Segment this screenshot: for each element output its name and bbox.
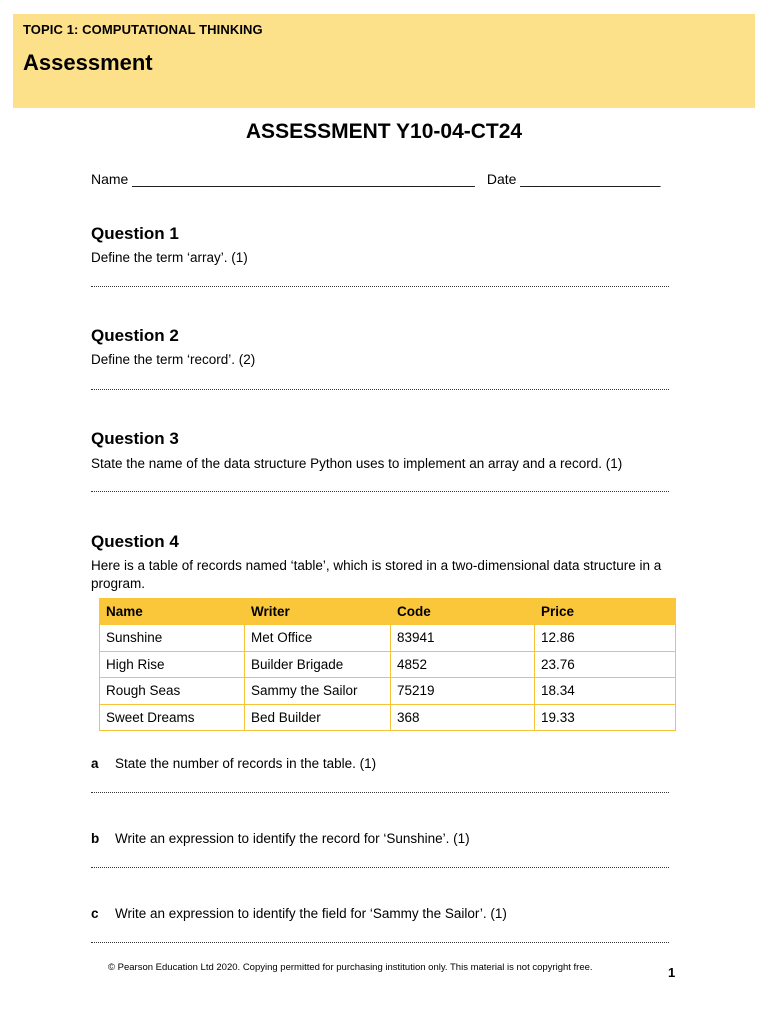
page-number: 1 (668, 965, 676, 980)
sub-question-letter: a (91, 756, 99, 771)
footer-copyright: © Pearson Education Ltd 2020. Copying permitted for purchasing institution only. This material is not copyright free. (108, 962, 593, 973)
question-1-answer-line[interactable] (91, 286, 669, 287)
sub-question-a-answer-line[interactable] (91, 792, 669, 793)
column-header: Name (100, 599, 245, 625)
sub-question-text: Write an expression to identify the field for ‘Sammy the Sailor’. (1) (115, 906, 507, 921)
table-row (100, 678, 676, 705)
sub-question-letter: b (91, 831, 100, 846)
table-row (100, 625, 676, 652)
column-header: Code (391, 599, 535, 625)
table-cell: Sammy the Sailor (245, 678, 391, 705)
topic-banner (13, 14, 755, 108)
table-cell: 19.33 (535, 704, 676, 731)
records-table (99, 598, 676, 731)
table-row (100, 704, 676, 731)
name-field[interactable]: Name ____________________________________________ (91, 171, 475, 187)
column-header: Price (535, 599, 676, 625)
table-cell: 23.76 (535, 651, 676, 678)
table-cell: 368 (391, 704, 535, 731)
question-4-text: Here is a table of records named ‘table’, which is stored in a two-dimensional data structure in a program. (91, 558, 662, 591)
sub-question-c (91, 906, 507, 921)
question-2-text: Define the term ‘record’. (2) (91, 352, 256, 367)
question-4-heading: Question 4 (91, 532, 179, 551)
table-header-row (100, 599, 676, 625)
sub-question-b (91, 831, 470, 846)
table-cell: 83941 (391, 625, 535, 652)
question-1-heading: Question 1 (91, 224, 179, 243)
table-cell: Sweet Dreams (100, 704, 245, 731)
table-cell: 4852 (391, 651, 535, 678)
sub-question-letter: c (91, 906, 99, 921)
question-2-heading: Question 2 (91, 326, 179, 345)
sub-question-text: State the number of records in the table. (1) (115, 756, 377, 771)
sub-question-b-answer-line[interactable] (91, 867, 669, 868)
column-header: Writer (245, 599, 391, 625)
table-cell: Builder Brigade (245, 651, 391, 678)
date-field[interactable]: Date __________________ (486, 171, 661, 187)
table-cell: Rough Seas (100, 678, 245, 705)
table-cell: Sunshine (100, 625, 245, 652)
sub-question-text: Write an expression to identify the record for ‘Sunshine’. (1) (115, 831, 470, 846)
question-3-answer-line[interactable] (91, 491, 669, 492)
question-1-text: Define the term ‘array’. (1) (91, 250, 248, 265)
banner-title: Assessment (23, 50, 153, 75)
document-title: ASSESSMENT Y10-04-CT24 (245, 120, 523, 143)
sub-question-c-answer-line[interactable] (91, 942, 669, 943)
question-2-answer-line[interactable] (91, 389, 669, 390)
table-row (100, 651, 676, 678)
table-cell: Met Office (245, 625, 391, 652)
table-cell: 75219 (391, 678, 535, 705)
question-3-text: State the name of the data structure Python uses to implement an array and a record. (1) (91, 456, 623, 471)
table-cell: 18.34 (535, 678, 676, 705)
table-cell: 12.86 (535, 625, 676, 652)
table-cell: High Rise (100, 651, 245, 678)
table-cell: Bed Builder (245, 704, 391, 731)
topic-label: TOPIC 1: COMPUTATIONAL THINKING (23, 22, 263, 37)
sub-question-a (91, 756, 376, 771)
name-date-row (91, 171, 660, 187)
question-3-heading: Question 3 (91, 429, 179, 448)
